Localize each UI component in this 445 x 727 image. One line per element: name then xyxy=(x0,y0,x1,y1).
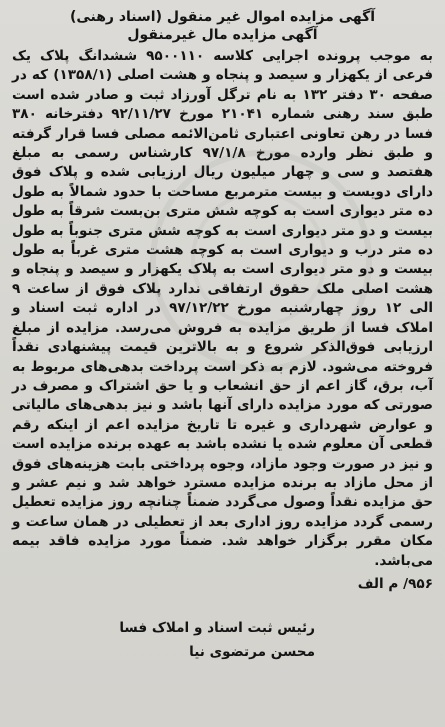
signature-name: محسن مرتضوی نیا xyxy=(189,643,315,660)
signature-block xyxy=(12,616,433,664)
notice-body: به موجب پرونده اجرایی کلاسه ۹۵۰۰۱۱۰ ششدانگ پلاک یک فرعی از یکهزار و سیصد و پنجاه و هشت اصلی (۱۳۵۸/۱) که در صفحه ۳۰ دفتر ۱۳۲ به نام ترگل آورزاد ثبت و صادر شده است طبق سند رهنی شماره ۲۱۰۴۱ مورخ ۹۲/۱۱/۲۷ دفترخانه ۳۸۰ فسا در رهن تعاونی اعتباری ثامن‌الائمه مصلی فسا قرار گرفته و طبق نظر وارده مورخ ۹۷/۱/۸ کارشناس رسمی به مبلغ هفتصد و سی و چهار میلیون ریال ارزیابی شده و پلاک فوق دارای دویست و بیست مترمربع مساحت با حدود شمالاً به طول ده متر دیواری است به کوچه شش متری بن‌بست شرقاً به طول بیست و دو متر دیواری است به کوچه شش متری جنوباً به طول ده متر درب و دیواری است به کوچه هشت متری غرباً به طول بیست و دو متر دیواری است به پلاک یکهزار و سیصد و پنجاه و هشت اصلی ملک حقوق ارتفاقی ندارد پلاک فوق از ساعت ۹ الی ۱۲ روز چهارشنبه مورخ ۹۷/۱۲/۲۲ در اداره ثبت اسناد و املاک فسا از طریق مزایده به فروش می‌رسد. مزایده از مبلغ ارزیابی فوق‌الذکر شروع و به بالاترین قیمت پیشنهادی نقداً فروخته می‌شود. لازم به ذکر است پرداخت بدهی‌های مربوط به آب، برق، گاز اعم از حق انشعاب و یا حق اشتراک و مصرف در صورتی که مورد مزایده دارای آنها باشد و نیز بدهی‌های مالیاتی و عوارض شهرداری و غیره تا تاریخ مزایده اعم از اینکه رقم قطعی آن معلوم شده یا نشده باشد به عهده برنده مزایده است و نیز در صورت وجود مازاد، وجوه پرداختی بابت هزینه‌های فوق از محل مازاد به برنده مزایده مسترد خواهد شد و نیم عشر و حق مزایده نقداً وصول می‌گردد ضمناً چنانچه روز مزایده تعطیل رسمی گردد مزایده روز اداری بعد از تعطیلی در همان ساعت و مکان مقرر برگزار خواهد شد. ضمناً مورد مزایده فاقد بیمه می‌باشد. xyxy=(12,48,434,569)
notice-code: ۹۵۶/ م الف xyxy=(357,575,433,592)
notice-title: آگهی مزایده اموال غیر منقول (اسناد رهنی) xyxy=(69,9,376,25)
notice-subtitle: آگهی مزایده مال غیرمنقول xyxy=(127,27,318,43)
notice-header xyxy=(12,8,433,44)
signature-title: رئیس ثبت اسناد و املاک فسا xyxy=(119,619,315,636)
